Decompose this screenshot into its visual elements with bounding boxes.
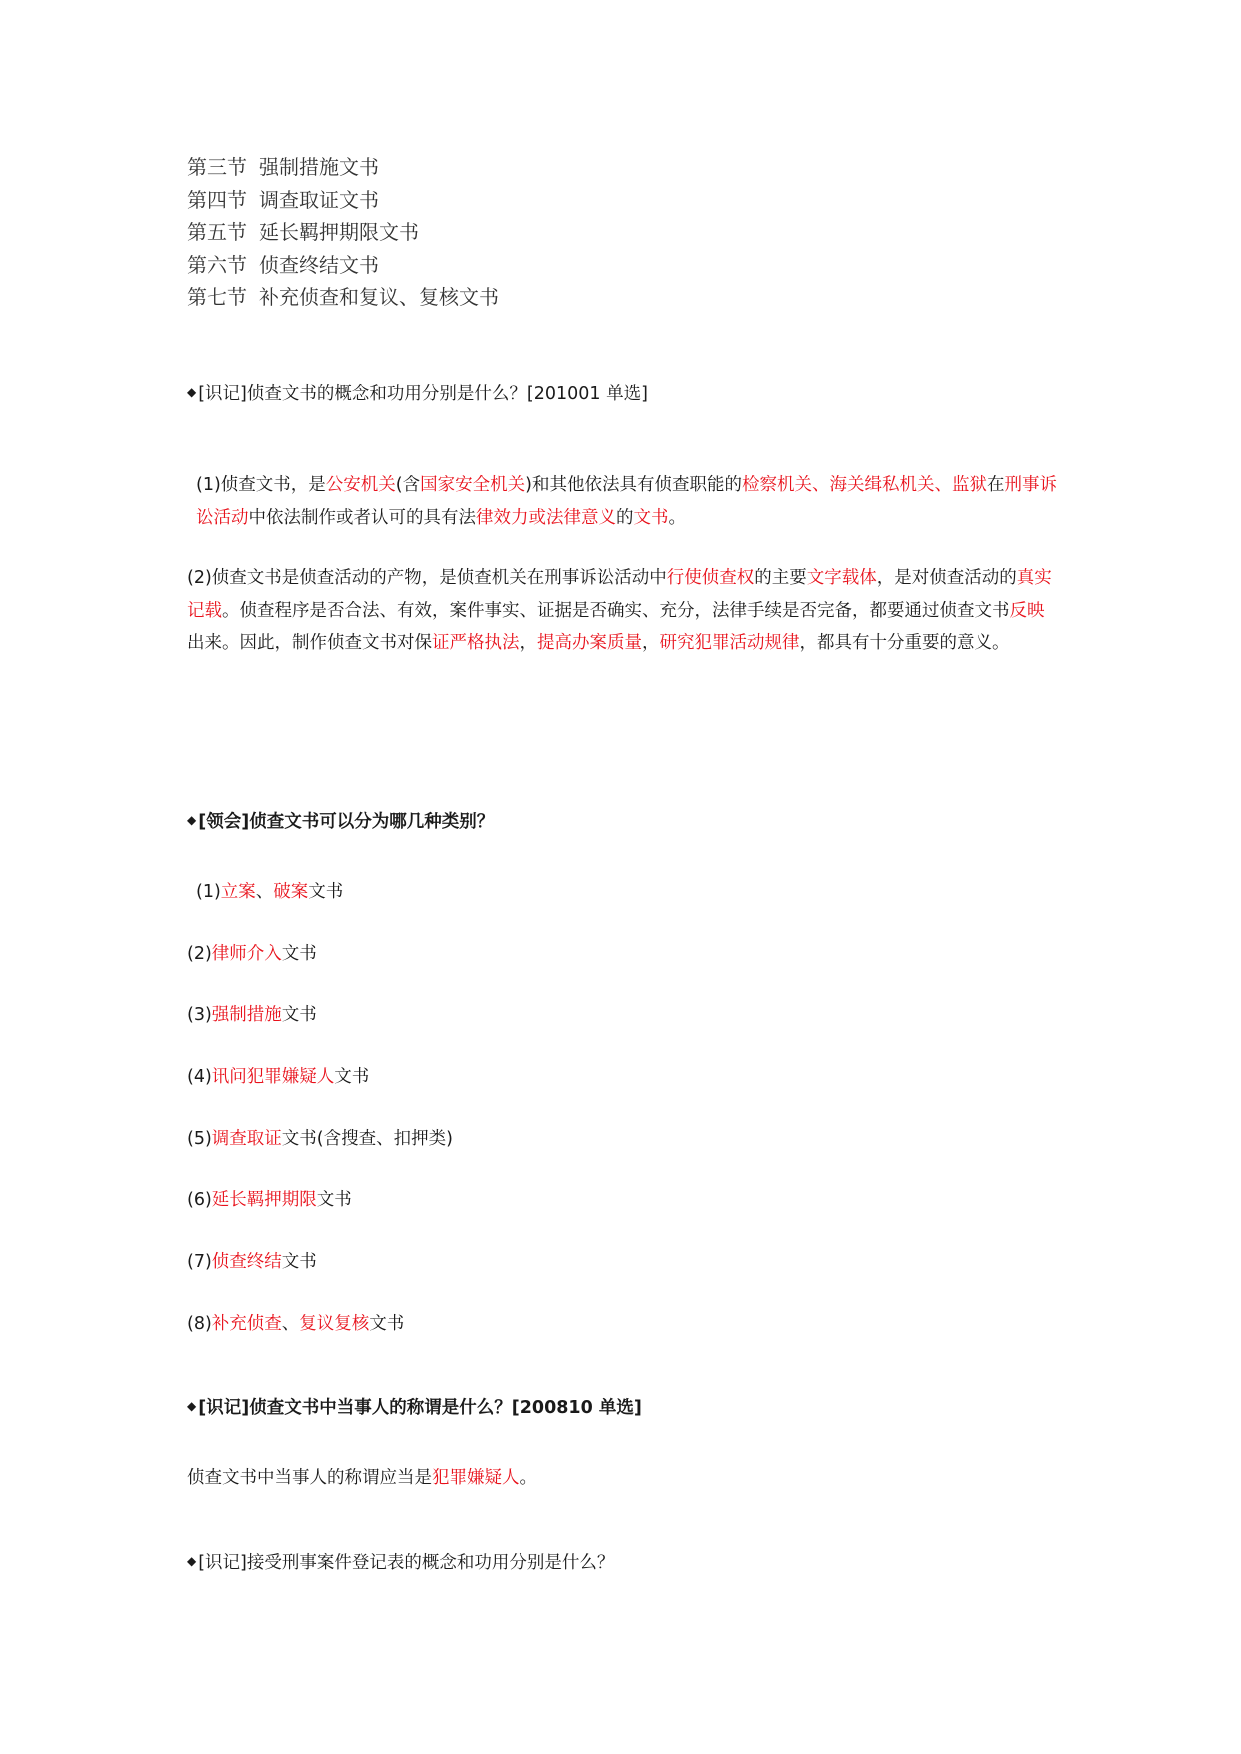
highlighted-text: 破案 [273,882,309,902]
text-run: (1)侦查文书，是 [196,475,326,495]
text-run: 的 [616,507,634,528]
highlighted-text: 犯罪嫌疑人 [432,1468,520,1488]
highlighted-text: 行使侦查权 [666,568,755,588]
highlighted-text: 提高办案质量 [537,633,642,653]
section-toc [187,151,499,314]
text-run: 文书 [334,1067,370,1087]
toc-title: 侦查终结文书 [259,252,379,277]
diamond-bullet-icon: ◆ [187,385,197,399]
answer-3 [187,1462,1057,1495]
toc-title: 延长羁押期限文书 [259,220,419,244]
answer-1-paragraph-1 [187,469,1066,534]
text-run: (6) [187,1190,212,1210]
highlighted-text: 刑事诉讼活动 [196,475,1057,528]
text-run: 。 [519,1468,537,1488]
text-run: 侦查文书中当事人的称谓应当是 [187,1468,432,1488]
text-run: (7) [187,1252,212,1272]
category-item-6 [187,1184,1057,1217]
question-3-text: [识记]侦查文书中当事人的称谓是什么？[200810 单选] [198,1398,642,1418]
text-run: ，都具有十分重要的意义。 [799,633,1010,653]
highlighted-text: 强制措施 [211,1005,282,1025]
toc-title: 调查取证文书 [259,187,379,212]
text-run: (1) [196,882,221,902]
highlighted-text: 律师介入 [211,944,282,964]
diamond-bullet-icon: ◆ [187,813,197,827]
text-run: (8) [187,1314,212,1334]
toc-item [187,151,499,184]
category-item-8 [187,1308,1057,1341]
toc-item [187,281,499,314]
highlighted-text: 反映 [1009,600,1045,621]
highlighted-text: 检察机关、海关缉私机关、监狱 [741,475,987,495]
text-run: 文书 [281,1005,317,1025]
text-run: ， [519,633,537,653]
highlighted-text: 补充侦查 [211,1314,282,1334]
toc-title: 补充侦查和复议、复核文书 [259,285,499,309]
highlighted-text: 真实记载 [187,568,1052,621]
highlighted-text: 复议复核 [299,1314,370,1334]
text-run: 文书(含搜查、扣押类) [281,1129,453,1149]
diamond-bullet-icon: ◆ [187,1554,197,1568]
highlighted-text: 证严格执法 [432,633,520,653]
toc-number: 第三节 [187,155,247,179]
text-run: 在 [986,475,1005,495]
question-4-text: [识记]接受刑事案件登记表的概念和功用分别是什么？ [198,1553,615,1573]
text-run: (2) [187,944,212,964]
toc-number: 第六节 [187,252,247,277]
text-run: 文书 [316,1190,352,1210]
highlighted-text: 侦查终结 [211,1252,282,1272]
text-run: 文书 [281,1252,317,1272]
text-run: 文书 [281,944,317,964]
highlighted-text: 文字载体 [806,568,877,588]
category-item-1 [187,876,1066,909]
text-run: (2)侦查文书是侦查活动的产物，是侦查机关在刑事诉讼活动中 [187,568,667,588]
text-run: 、 [255,882,274,902]
question-1-text: [识记]侦查文书的概念和功用分别是什么？[201001 单选] [198,384,648,404]
question-2 [187,804,1057,839]
text-run: 中依法制作或者认可的具有法 [248,507,476,528]
toc-item [187,184,499,217]
highlighted-text: 国家安全机关 [420,475,526,495]
text-run: ，是对侦查活动的 [876,568,1017,588]
question-3 [187,1390,1057,1425]
answer-1-paragraph-2 [187,562,1057,660]
text-run: (4) [187,1067,212,1087]
highlighted-text: 文书 [633,507,669,528]
toc-item [187,249,499,282]
toc-number: 第七节 [187,285,247,309]
question-4 [187,1545,1057,1580]
text-run: 。 [668,507,686,528]
text-run: )和其他依法具有侦查职能的 [525,475,742,495]
text-run: (含 [395,475,421,495]
text-run: 的主要 [754,568,807,588]
question-2-text: [领会]侦查文书可以分为哪几种类别？ [198,812,495,832]
category-item-7 [187,1246,1057,1279]
category-item-3 [187,999,1057,1032]
highlighted-text: 公安机关 [325,475,396,495]
text-run: 文书 [308,882,344,902]
question-1 [187,376,1057,411]
highlighted-text: 调查取证 [211,1129,282,1149]
highlighted-text: 讯问犯罪嫌疑人 [211,1067,335,1087]
category-item-4 [187,1061,1057,1094]
text-run: ， [642,633,660,653]
diamond-bullet-icon: ◆ [187,1399,197,1413]
toc-title: 强制措施文书 [259,155,379,179]
toc-number: 第五节 [187,220,247,244]
toc-item [187,216,499,249]
text-run: (3) [187,1005,212,1025]
category-item-2 [187,938,1057,971]
text-run: 文书 [369,1314,405,1334]
highlighted-text: 律效力或法律意义 [476,507,616,528]
text-run: (5) [187,1129,212,1149]
highlighted-text: 研究犯罪活动规律 [659,633,800,653]
highlighted-text: 延长羁押期限 [211,1190,317,1210]
text-run: 、 [281,1314,300,1334]
toc-number: 第四节 [187,187,247,212]
text-run: 。侦查程序是否合法、有效，案件事实、证据是否确实、充分，法律手续是否完备，都要通过侦查文书 [222,600,1010,621]
highlighted-text: 立案 [220,882,256,902]
text-run: 出来。因此，制作侦查文书对保 [187,633,432,653]
category-item-5 [187,1123,1057,1156]
